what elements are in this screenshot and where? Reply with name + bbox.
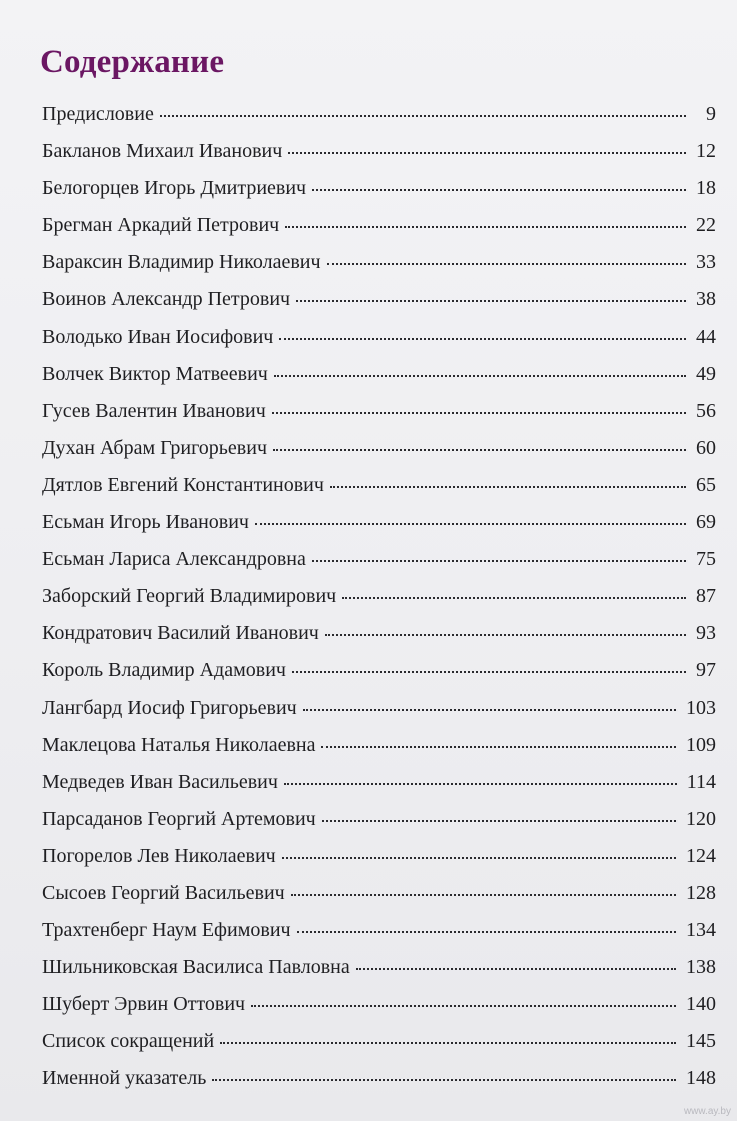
toc-entry-page-number: 69 [696, 511, 716, 534]
toc-entry-page-number: 56 [696, 399, 716, 422]
toc-entry-title: Маклецова Наталья Николаевна [42, 733, 316, 756]
toc-entry-title: Духан Абрам Григорьевич [42, 436, 268, 459]
toc-entry [42, 690, 716, 727]
toc-entry [42, 133, 716, 170]
dot-leader [274, 375, 686, 377]
dot-leader [255, 523, 686, 525]
toc-entry-title: Трахтенберг Наум Ефимович [42, 919, 291, 942]
toc-entry-page-number: 60 [696, 436, 716, 459]
dot-leader [312, 189, 686, 191]
toc-entry-title: Вараксин Владимир Николаевич [42, 251, 321, 274]
toc-entry [42, 652, 716, 689]
toc-entry-title: Дятлов Евгений Константинович [42, 473, 324, 496]
toc-entry-page-number: 12 [696, 140, 716, 163]
toc-entry [42, 727, 716, 764]
toc-entry-title: Кондратович Василий Иванович [42, 622, 319, 645]
toc-entry-page-number: 120 [686, 807, 716, 830]
dot-leader [291, 894, 676, 896]
toc-entry-page-number: 138 [686, 956, 716, 979]
toc-entry [42, 764, 716, 801]
toc-entry-page-number: 44 [696, 325, 716, 348]
dot-leader [342, 597, 686, 599]
toc-entry [42, 949, 716, 986]
dot-leader [282, 857, 676, 859]
toc-entry-title: Есьман Игорь Иванович [42, 511, 249, 534]
dot-leader [284, 783, 677, 785]
toc-entry-page-number: 65 [696, 473, 716, 496]
toc-entry [42, 244, 716, 281]
page-title: Содержание [40, 44, 225, 81]
toc-entry [42, 207, 716, 244]
toc-entry-page-number: 148 [686, 1067, 716, 1090]
toc-entry-title: Медведев Иван Васильевич [42, 770, 278, 793]
toc-entry-title: Король Владимир Адамович [42, 659, 286, 682]
toc-entry-page-number: 49 [696, 362, 716, 385]
toc-entry-title: Шильниковская Василиса Павловна [42, 956, 350, 979]
toc-entry-title: Погорелов Лев Николаевич [42, 844, 276, 867]
toc-entry-title: Брегман Аркадий Петрович [42, 214, 280, 237]
toc-entry [42, 467, 716, 504]
toc-entry-title: Шуберт Эрвин Оттович [42, 993, 246, 1016]
dot-leader [312, 560, 686, 562]
toc-entry-page-number: 18 [696, 177, 716, 200]
dot-leader [303, 709, 676, 711]
toc-entry-page-number: 128 [686, 881, 716, 904]
toc-entry-page-number: 93 [696, 622, 716, 645]
dot-leader [279, 338, 686, 340]
toc-entry-title: Заборский Георгий Владимирович [42, 585, 337, 608]
dot-leader [212, 1079, 676, 1081]
toc-entry [42, 393, 716, 430]
toc-entry-page-number: 87 [696, 585, 716, 608]
toc-entry [42, 281, 716, 318]
dot-leader [273, 449, 686, 451]
dot-leader [251, 1005, 676, 1007]
toc-entry [42, 875, 716, 912]
toc-entry-page-number: 134 [686, 919, 716, 942]
toc-entry-title: Сысоев Георгий Васильевич [42, 881, 285, 904]
toc-entry [42, 504, 716, 541]
toc-entry-page-number: 75 [696, 548, 716, 571]
toc-entry-page-number: 109 [686, 733, 716, 756]
toc-entry [42, 801, 716, 838]
toc-entry [42, 838, 716, 875]
dot-leader [272, 412, 686, 414]
dot-leader [327, 263, 686, 265]
toc-entry-title: Есьман Лариса Александровна [42, 548, 306, 571]
toc-entry-page-number: 97 [696, 659, 716, 682]
dot-leader [322, 820, 676, 822]
toc-entry-page-number: 145 [686, 1030, 716, 1053]
toc-entry-title: Список сокращений [42, 1030, 215, 1053]
toc-entry-title: Белогорцев Игорь Дмитриевич [42, 177, 307, 200]
dot-leader [160, 115, 686, 117]
toc-entry-title: Володько Иван Иосифович [42, 325, 274, 348]
dot-leader [297, 931, 676, 933]
toc-entry-page-number: 33 [696, 251, 716, 274]
toc-entry-page-number: 38 [696, 288, 716, 311]
toc-entry-title: Гусев Валентин Иванович [42, 399, 266, 422]
toc-entry [42, 319, 716, 356]
dot-leader [330, 486, 686, 488]
dot-leader [356, 968, 676, 970]
dot-leader [285, 226, 686, 228]
dot-leader [220, 1042, 676, 1044]
toc-entry [42, 615, 716, 652]
toc-entry [42, 170, 716, 207]
toc-entry [42, 1023, 716, 1060]
table-of-contents [42, 96, 716, 1098]
toc-entry-title: Именной указатель [42, 1067, 207, 1090]
dot-leader [288, 152, 686, 154]
toc-entry-title: Воинов Александр Петрович [42, 288, 291, 311]
toc-entry-title: Волчек Виктор Матвеевич [42, 362, 268, 385]
toc-entry [42, 578, 716, 615]
toc-entry [42, 430, 716, 467]
toc-entry-page-number: 103 [686, 696, 716, 719]
toc-entry-page-number: 114 [686, 770, 716, 793]
toc-entry-title: Парсаданов Георгий Артемович [42, 807, 316, 830]
toc-entry-page-number: 22 [696, 214, 716, 237]
dot-leader [292, 671, 686, 673]
watermark: www.ay.by [683, 1106, 731, 1117]
toc-entry-page-number: 9 [706, 103, 716, 125]
dot-leader [325, 634, 686, 636]
toc-entry [42, 96, 716, 133]
toc-entry-title: Лангбард Иосиф Григорьевич [42, 696, 297, 719]
toc-entry [42, 912, 716, 949]
dot-leader [296, 300, 686, 302]
toc-entry-page-number: 140 [686, 993, 716, 1016]
toc-entry-title: Предисловие [42, 103, 154, 125]
toc-entry [42, 541, 716, 578]
toc-entry [42, 1060, 716, 1097]
toc-entry [42, 356, 716, 393]
dot-leader [321, 746, 676, 748]
toc-entry [42, 986, 716, 1023]
toc-entry-title: Бакланов Михаил Иванович [42, 140, 283, 163]
toc-entry-page-number: 124 [686, 844, 716, 867]
